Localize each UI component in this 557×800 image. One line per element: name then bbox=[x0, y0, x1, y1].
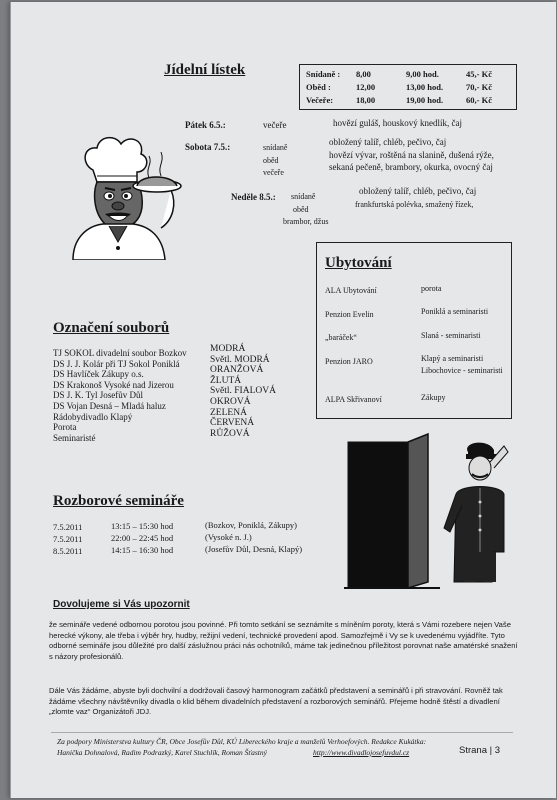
day-label: Pátek 6.5.: bbox=[185, 120, 226, 130]
dish-text: sekaná pečeně, brambory, okurka, ovocný čaj bbox=[329, 162, 493, 172]
price-from: 8,00 bbox=[356, 69, 371, 79]
price-to: 9,00 hod. bbox=[406, 69, 439, 79]
ensemble-color-list bbox=[210, 344, 276, 439]
dish-text: hovězí guláš, houskový knedlík, čaj bbox=[333, 118, 462, 128]
price-from: 12,00 bbox=[356, 82, 376, 92]
menu-title: Jídelní lístek bbox=[164, 62, 246, 78]
price-meal: Večeře: bbox=[306, 95, 334, 105]
ensemble-color: Světl. FIALOVÁ bbox=[210, 386, 276, 397]
price-row bbox=[300, 82, 516, 94]
accommodation-place: Penzion JARO bbox=[325, 357, 373, 366]
footer-divider bbox=[51, 732, 513, 733]
seminar-groups: (Bozkov, Poniklá, Zákupy) bbox=[205, 520, 297, 530]
accommodation-place: Penzion Evelin bbox=[325, 310, 374, 319]
price-row bbox=[300, 69, 516, 81]
ensemble-name: DS J. K. Tyl Josefův Důl bbox=[53, 390, 143, 401]
seminar-time: 13:15 – 15:30 hod bbox=[111, 521, 174, 531]
ensemble-color: ZELENÁ bbox=[210, 407, 247, 418]
footer-editors: Hanička Dohnalová, Radim Podrazký, Karel Stuchlík, Roman Šťastný bbox=[57, 748, 267, 757]
newsletter-page bbox=[10, 2, 556, 798]
accommodation-box bbox=[316, 242, 512, 419]
meal-label: oběd bbox=[263, 156, 279, 165]
meal-label: snídaně bbox=[263, 143, 288, 152]
ensemble-color: Světl. MODRÁ bbox=[210, 354, 270, 365]
meal-label: oběd bbox=[293, 205, 309, 214]
meal-label: večeře bbox=[263, 168, 284, 177]
door-conductor-illustration bbox=[344, 432, 514, 590]
price-meal: Snídaně : bbox=[306, 69, 341, 79]
seminar-date: 8.5.2011 bbox=[53, 546, 83, 556]
seminar-date: 7.5.2011 bbox=[53, 534, 83, 544]
ensemble-name: DS Havlíček Zákupy o.s. bbox=[53, 369, 144, 380]
notice-paragraph-1: že semináře vedené odbornou porotou jsou povinné. Při tomto setkání se seznámíte s míněním poroty, která s Vámi rozebere nejen Vaše herecké výkony, ale třeba i výběr hry, hudby, režijní vedení, technické provedení apod. Samozřejmě i Vy se k uvedenému vyjádříte. Tyto odborné semináře jsou důležité pro další záslužnou práci nás ochotníků, máme tak jedinečnou příležitost porovnat naše amatérské snažení s názory profesionálů. bbox=[49, 620, 518, 661]
meal-price-table bbox=[299, 64, 517, 110]
ensemble-color: ŽLUTÁ bbox=[210, 375, 242, 386]
meal-label: večeře bbox=[263, 120, 287, 130]
notice-paragraph-2: Dále Vás žádáme, abyste byli dochvilní a dodržovali časový harmonogram začátků představení a seminářů i při stravování. Rovněž tak žádáme všechny návštěvníky divadla o klid během divadelních představení a rozborových seminářů. Přejeme hodně štěstí a divadlení „zlomte vaz“ Organizátoři JDJ. bbox=[49, 686, 503, 716]
accommodation-guests: Klapý a seminaristi bbox=[421, 354, 484, 363]
seminar-date: 7.5.2011 bbox=[53, 522, 83, 532]
price-meal: Oběd : bbox=[306, 82, 331, 92]
ensemble-name: Rádobydivadlo Klapý bbox=[53, 411, 133, 422]
price-row bbox=[300, 95, 516, 107]
ensemble-name: TJ SOKOL divadelní soubor Bozkov bbox=[53, 348, 187, 358]
seminar-groups: (Vysoké n. J.) bbox=[205, 532, 252, 542]
day-label: Neděle 8.5.: bbox=[231, 192, 276, 202]
dish-text: obložený talíř, chléb, pečivo, čaj bbox=[329, 137, 447, 147]
ensemble-color: OKROVÁ bbox=[210, 396, 251, 407]
accommodation-guests-extra: Libochovice - seminaristi bbox=[421, 366, 503, 375]
ensemble-name: Porota bbox=[53, 422, 77, 433]
page-number: Strana | 3 bbox=[459, 745, 501, 756]
accommodation-place: ALA Ubytování bbox=[325, 286, 377, 295]
ensemble-color: ORANŽOVÁ bbox=[210, 365, 264, 376]
price-to: 13,00 hod. bbox=[406, 82, 444, 92]
dish-text: frankfurtská polévka, smažený řízek, bbox=[355, 200, 474, 209]
notice-title: Dovolujeme si Vás upozornit bbox=[53, 599, 190, 610]
day-label: Sobota 7.5.: bbox=[185, 142, 231, 152]
dish-text: hovězí vývar, roštěná na slanině, dušená rýže, bbox=[329, 150, 494, 160]
dish-text: obložený talíř, chléb, pečivo, čaj bbox=[359, 186, 477, 196]
ensemble-name: DS Vojan Desná – Mladá haluz bbox=[53, 400, 166, 411]
ensemble-color: ČERVENÁ bbox=[210, 418, 255, 429]
ensemble-name-list bbox=[53, 348, 187, 443]
footer-credits: Za podpory Ministerstva kultury ČR, Obce Josefův Důl, KÚ Libereckého kraje a manželů Verhoefových. Redakce Kukátka: bbox=[57, 737, 427, 746]
price-amount: 70,- Kč bbox=[466, 82, 492, 92]
accommodation-guests: porota bbox=[421, 284, 442, 293]
ensemble-name: DS J. J. Kolár při TJ Sokol Poniklá bbox=[53, 358, 180, 369]
ensemble-color: MODRÁ bbox=[210, 344, 246, 354]
accommodation-guests: Slaná - seminaristi bbox=[421, 331, 481, 340]
seminar-time: 22:00 – 22:45 hod bbox=[111, 533, 174, 543]
seminar-time: 14:15 – 16:30 hod bbox=[111, 545, 174, 555]
meal-label: snídaně bbox=[291, 192, 316, 201]
price-amount: 60,- Kč bbox=[466, 95, 492, 105]
ensemble-color: RŮŽOVÁ bbox=[210, 428, 250, 439]
accommodation-place: ALPA Skřivanoví bbox=[325, 395, 382, 404]
accommodation-guests: Zákupy bbox=[421, 393, 446, 402]
price-to: 19,00 hod. bbox=[406, 95, 444, 105]
accommodation-title: Ubytování bbox=[325, 255, 392, 271]
accommodation-guests: Poniklá a seminaristi bbox=[421, 307, 489, 316]
seminar-groups: (Josefův Důl, Desná, Klapý) bbox=[205, 544, 303, 554]
seminars-title: Rozborové semináře bbox=[53, 493, 184, 509]
ensembles-title: Označení souborů bbox=[53, 320, 170, 336]
accommodation-place: „baráček“ bbox=[325, 333, 357, 342]
ensemble-name: DS Krakonoš Vysoké nad Jizerou bbox=[53, 379, 174, 390]
chef-illustration bbox=[53, 120, 183, 260]
meal-label: brambor, džus bbox=[283, 217, 329, 226]
price-amount: 45,- Kč bbox=[466, 69, 492, 79]
ensemble-name: Seminaristé bbox=[53, 432, 96, 443]
website-link[interactable]: http://www.divadlojosefuvdul.cz bbox=[313, 748, 410, 757]
price-from: 18,00 bbox=[356, 95, 376, 105]
